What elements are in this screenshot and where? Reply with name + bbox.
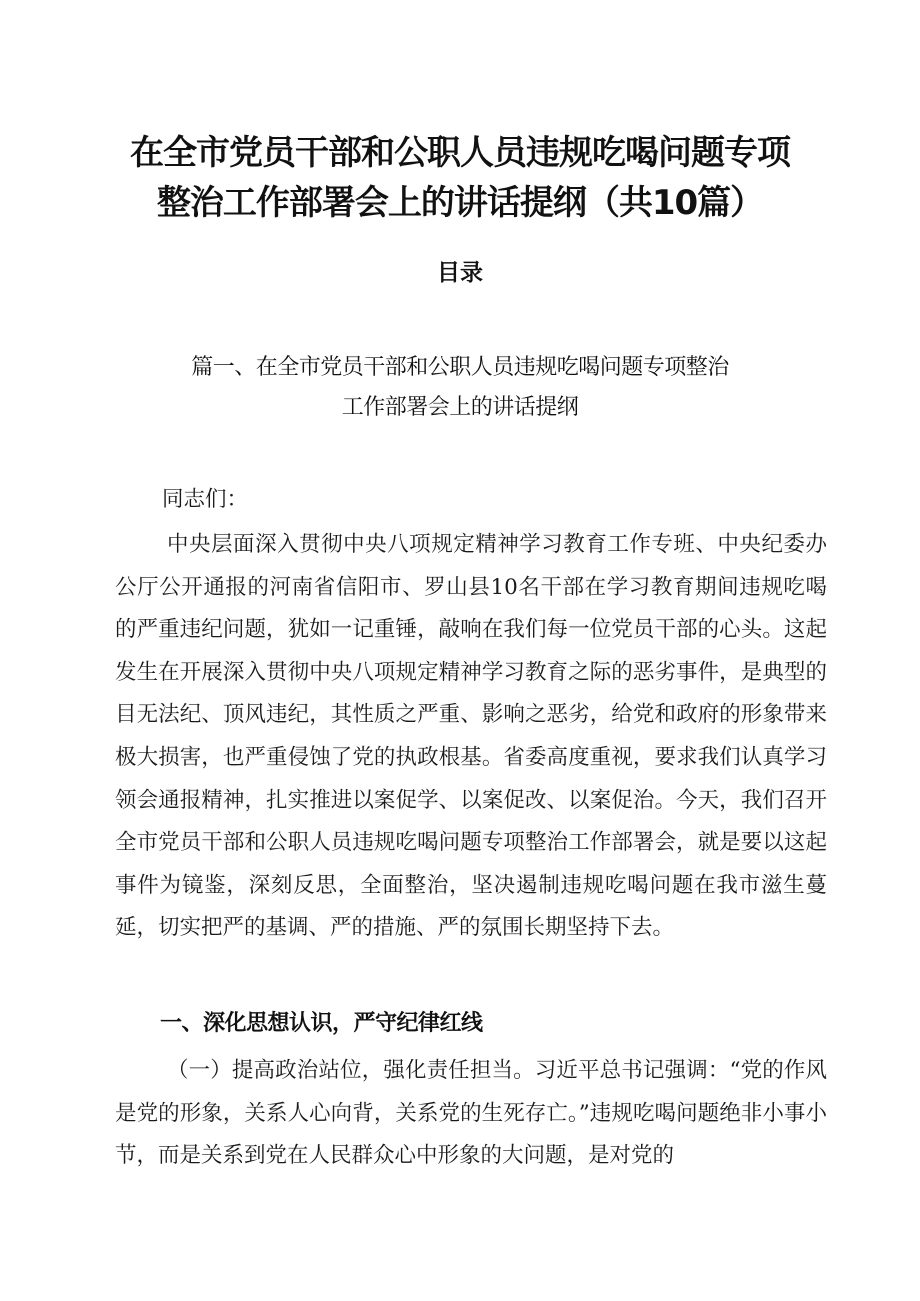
paragraph-section-1-1: （一）提高政治站位，强化责任担当。习近平总书记强调：“党的作风是党的形象，关系人心向背，关系党的生死存亡。”违规吃喝问题绝非小事小节，而是关系到党在人民群众心中形象的大问题，是对党的 (115, 1058, 827, 1169)
toc-entry-line-1: 篇一、在全市党员干部和公职人员违规吃喝问题专项整治 (191, 355, 729, 380)
toc-entry-line-2: 工作部署会上的讲话提纲 (341, 395, 579, 420)
toc-heading: 目录 (437, 260, 483, 286)
document-title-line-2: 整治工作部署会上的讲话提纲（共10篇） (156, 183, 764, 223)
document-title-line-1: 在全市党员干部和公职人员违规吃喝问题专项 (130, 133, 790, 173)
section-heading-1: 一、深化思想认识，严守纪律红线 (160, 1011, 483, 1036)
salutation: 同志们： (162, 487, 249, 512)
paragraph-intro: 中央层面深入贯彻中央八项规定精神学习教育工作专班、中央纪委办公厅公开通报的河南省信阳市、罗山县10名干部在学习教育期间违规吃喝的严重违纪问题，犹如一记重锤，敲响在我们每一位党员干部的心头。这起发生在开展深入贯彻中央八项规定精神学习教育之际的恶劣事件，是典型的目无法纪、顶风违纪，其性质之严重、影响之恶劣，给党和政府的形象带来极大损害，也严重侵蚀了党的执政根基。省委高度重视，要求我们认真学习领会通报精神，扎实推进以案促学、以案促改、以案促治。今天，我们召开全市党员干部和公职人员违规吃喝问题专项整治工作部署会，就是要以这起事件为镜鉴，深刻反思，全面整治，坚决遏制违规吃喝问题在我市滋生蔓延，切实把严的基调、严的措施、严的氛围长期坚持下去。 (115, 532, 827, 941)
